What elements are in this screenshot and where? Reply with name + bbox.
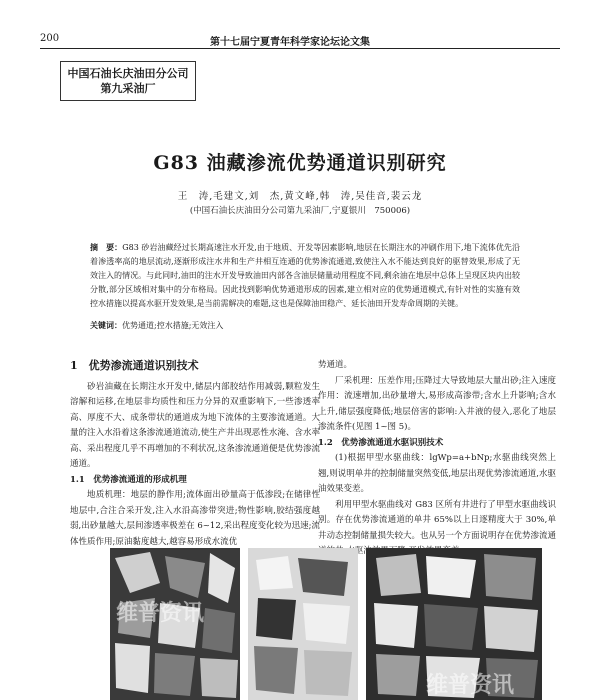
micrograph-image	[248, 548, 358, 700]
micrograph-image	[366, 548, 542, 700]
author-affiliation: (中国石油长庆油田分公司第九采油厂,宁夏银川 750006)	[189, 206, 411, 216]
paper-title: G83 油藏渗流优势通道识别研究	[153, 152, 447, 174]
journal-title: 第十七届宁夏青年科学家论坛论文集	[210, 37, 370, 48]
author-list: 王 涛,毛建文,刘 杰,黄文峰,韩 涛,吴佳音,裴云龙	[177, 191, 423, 202]
abstract-label: 摘 要：	[90, 242, 123, 252]
paragraph: 砂岩油藏在长期注水开发中,储层内部胶结作用减弱,颗粒发生溶解和运移,在地层非均质性和压力分异的双重影响下,一些渗透率高、厚度不大、成条带状的通道成为地下流体的主要渗流通道。大量的注入水沿着这条渗流通道流动,使生产井出现恶性水淹、含水率高、采出程度几乎不再增加的不利状况,这条渗流通道便是优势渗流通道。	[70, 381, 320, 469]
watermark-text: 维普资讯	[426, 672, 515, 698]
paragraph: 厂采机理：压差作用;压降过大导致地层大量出砂;注入速度作用：流速增加,出砂量增大,易形成高渗带;含水上升影响;含水上升,储层强度降低;地层倍害的影响:入井液的侵入,恶化了地层渗流条件(见图 1~图 5)。	[318, 375, 556, 432]
right-column	[318, 358, 556, 560]
paragraph: (1)根据甲型水驱曲线：lgWp=a+bNp;水驱曲线突然上翘,则说明单井的控制储量突然变低,地层出现优势渗流通道,水驱油效果变差。	[318, 453, 556, 494]
page-number: 200	[40, 33, 60, 44]
keywords	[90, 320, 520, 331]
keywords-text: 优势通道;控水措施;无效注入	[122, 321, 224, 330]
section-heading: 1 优势渗流通道识别技术	[70, 359, 199, 372]
subsection-heading: 1.2 优势渗流通道水驱识别技术	[318, 437, 444, 448]
left-column	[70, 358, 320, 550]
micrograph-figures	[110, 548, 540, 700]
watermark-text: 维普资讯	[116, 600, 205, 626]
stamp-line-2: 第九采油厂	[100, 82, 156, 95]
header-rule	[40, 48, 560, 49]
abstract-text: G83 砂岩油藏经过长期高速注水开发,由于地质、开发等因素影响,地层在长期注水的冲刷作用下,地下流体优先沿着渗透率高的地层流动,逐渐形成注水井和生产井相互连通的优势渗流通道,致使注入水不能达到良好的驱替效果,形成了无效注入的情况。与此同时,油田的注水开发导致油田内部各含油层储量动用程度不同,剩余油在地层中总体上呈现区块内出较分散,部分区域相对集中的分布格局。因此找到影响优势通道形成的因素,建立相对应的优势通道模式,有针对性的实施有效控水措施以提高水驱开发效果,是当前需解决的难题,这也是保障油田稳产、延长油田开发寿命周期的关键。	[90, 243, 520, 308]
affiliation-stamp	[60, 61, 196, 101]
subsection-heading: 1.1 优势渗流通道的形成机理	[70, 474, 187, 485]
stamp-line-1: 中国石油长庆油田分公司	[67, 67, 189, 80]
micrograph-image	[110, 548, 240, 700]
paragraph: 地质机理：地层的静作用;流体面出砂量高于低渗段;在储律性地层中,合注合采开发,注入水沿高渗带突进;物性影响,胶结强度越弱,出砂量越大,层间渗透率极差在 6~12,采出程度变化较为迅速;流体性质作用;原油黏度越大,越容易形成水流优	[70, 490, 320, 547]
keywords-label: 关键词：	[90, 320, 122, 330]
paragraph: 利用甲型水驱曲线对 G83 区所有井进行了甲型水驱曲线识别。存在优势渗流通道的单井 65%以上日逐精度大于 30%,单井动态控制储量损失较大。也从另一个方面说明存在优势渗流通 驱	[318, 499, 557, 556]
abstract	[90, 240, 520, 311]
paragraph: 势通道。	[318, 360, 353, 370]
